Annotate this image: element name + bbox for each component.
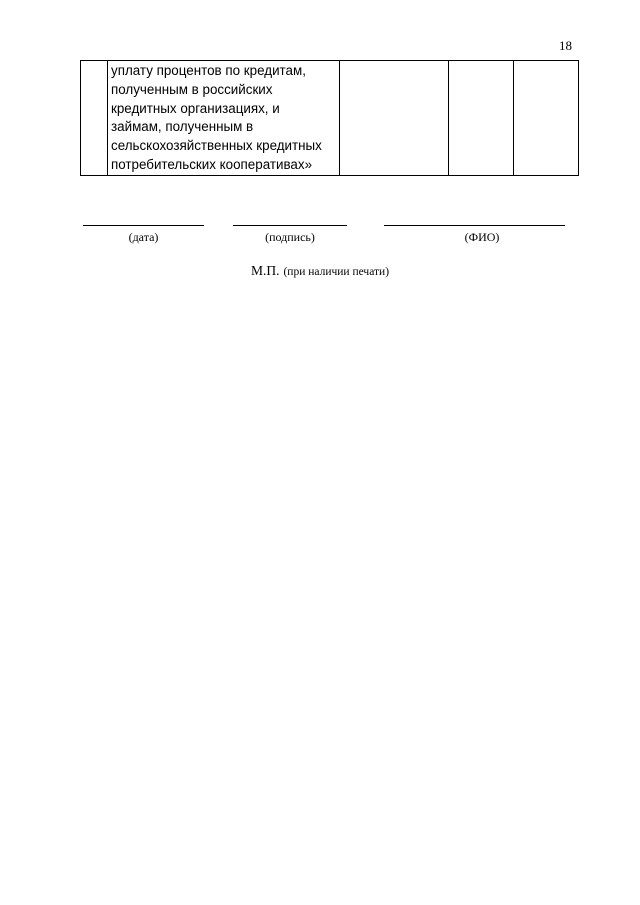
data-table bbox=[80, 60, 579, 176]
table-row bbox=[81, 61, 579, 176]
name-caption: (ФИО) bbox=[464, 230, 500, 244]
row-value-cell-1 bbox=[340, 61, 449, 176]
row-description-text: уплату процентов по кредитам, полученным в российских кредитных организациях, и займам, полученным в сельскохозяйственных кредитных потребительских кооперативах» bbox=[111, 63, 322, 172]
page-number: 18 bbox=[559, 38, 572, 53]
row-description-cell bbox=[108, 61, 340, 176]
signature-caption: (подпись) bbox=[265, 230, 315, 244]
date-line bbox=[83, 225, 204, 226]
row-number-cell bbox=[81, 61, 108, 176]
stamp-note: (при наличии печати) bbox=[283, 266, 390, 278]
signature-line bbox=[233, 225, 347, 226]
date-caption: (дата) bbox=[128, 230, 159, 244]
name-line bbox=[384, 225, 565, 226]
row-value-cell-3 bbox=[514, 61, 579, 176]
stamp-placeholder bbox=[0, 262, 640, 280]
stamp-mp-label: М.П. bbox=[250, 263, 280, 278]
row-value-cell-2 bbox=[449, 61, 514, 176]
